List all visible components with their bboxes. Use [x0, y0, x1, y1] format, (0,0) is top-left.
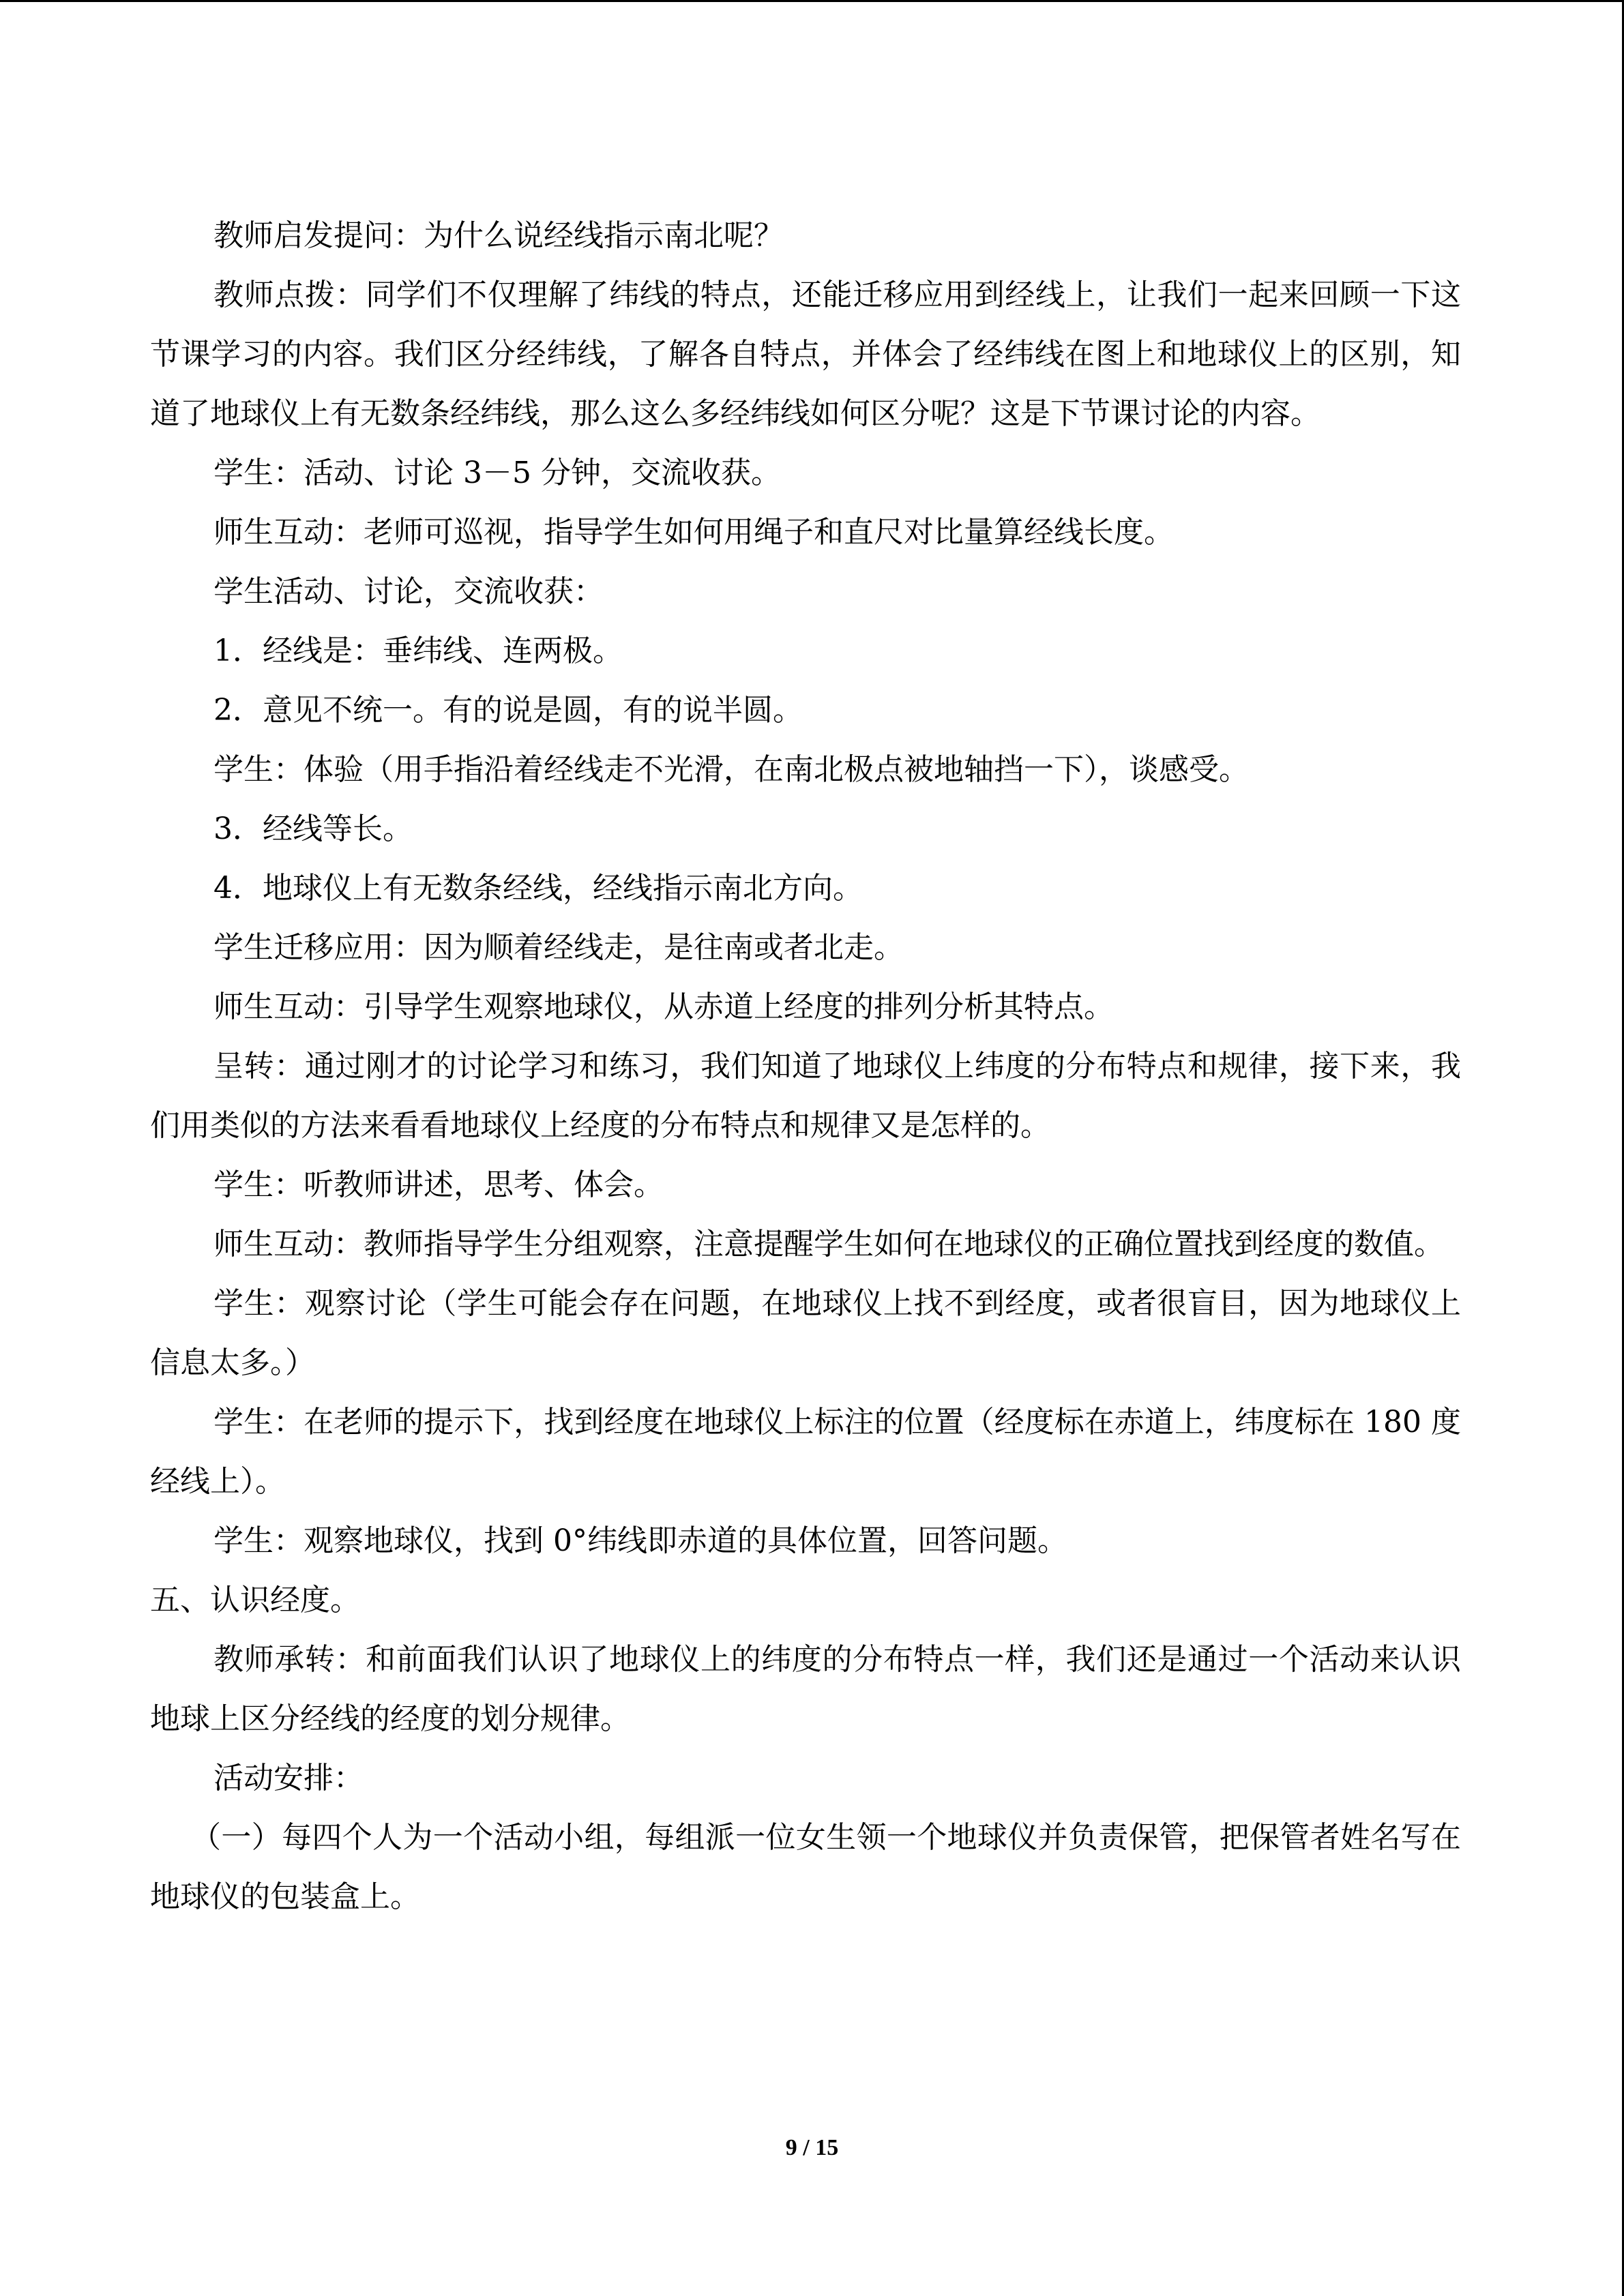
document-body [150, 206, 1461, 1926]
paragraph: 学生：在老师的提示下，找到经度在地球仪上标注的位置（经度标在赤道上，纬度标在 180 度经线上）。 [150, 1405, 1461, 1499]
list-item: 1．经线是：垂纬线、连两极。 [213, 633, 623, 668]
paragraph: 教师点拨：同学们不仅理解了纬线的特点，还能迁移应用到经线上，让我们一起来回顾一下这节课学习的内容。我们区分经纬线，了解各自特点，并体会了经纬线在图上和地球仪上的区别，知道了地球仪上有无数条经纬线，那么这么多经纬线如何区分呢？这是下节课讨论的内容。 [150, 278, 1461, 431]
paragraph: （一）每四个人为一个活动小组，每组派一位女生领一个地球仪并负责保管，把保管者姓名写在地球仪的包装盒上。 [150, 1820, 1461, 1914]
paragraph: 师生互动：教师指导学生分组观察，注意提醒学生如何在地球仪的正确位置找到经度的数值。 [213, 1227, 1444, 1262]
list-item: 4．地球仪上有无数条经线，经线指示南北方向。 [213, 871, 863, 906]
paragraph: 学生：体验（用手指沿着经线走不光滑，在南北极点被地轴挡一下），谈感受。 [213, 752, 1249, 787]
paragraph: 学生活动、讨论，交流收获： [213, 574, 604, 609]
paragraph: 学生：观察讨论（学生可能会存在问题，在地球仪上找不到经度，或者很盲目，因为地球仪上信息太多。） [150, 1286, 1461, 1380]
section-heading: 五、认识经度。 [150, 1583, 360, 1617]
list-item: 2．意见不统一。有的说是圆，有的说半圆。 [213, 693, 803, 728]
paragraph: 学生：观察地球仪，找到 0°纬线即赤道的具体位置，回答问题。 [213, 1523, 1067, 1558]
paragraph: 学生：听教师讲述，思考、体会。 [213, 1167, 664, 1202]
paragraph: 师生互动：引导学生观察地球仪，从赤道上经度的排列分析其特点。 [213, 989, 1114, 1024]
page-top-border [0, 0, 1624, 2]
paragraph: 学生迁移应用：因为顺着经线走，是往南或者北走。 [213, 930, 904, 965]
paragraph: 活动安排： [213, 1761, 364, 1795]
page-number: 9 / 15 [785, 2135, 839, 2160]
paragraph: 教师承转：和前面我们认识了地球仪上的纬度的分布特点一样，我们还是通过一个活动来认识地球上区分经线的经度的划分规律。 [150, 1642, 1461, 1736]
list-item: 3．经线等长。 [213, 811, 413, 846]
paragraph: 教师启发提问：为什么说经线指示南北呢？ [213, 218, 784, 253]
paragraph: 呈转：通过刚才的讨论学习和练习，我们知道了地球仪上纬度的分布特点和规律，接下来，我们用类似的方法来看看地球仪上经度的分布特点和规律又是怎样的。 [150, 1049, 1461, 1143]
paragraph: 师生互动：老师可巡视，指导学生如何用绳子和直尺对比量算经线长度。 [213, 515, 1174, 550]
paragraph: 学生：活动、讨论 3－5 分钟，交流收获。 [213, 456, 781, 490]
